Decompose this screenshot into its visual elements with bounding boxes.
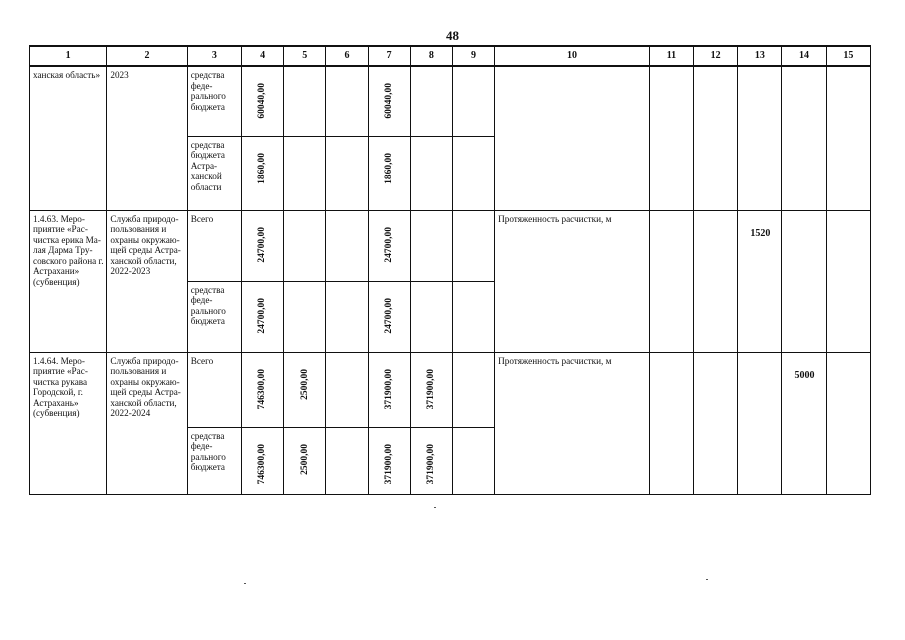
funding-source-cell: средства бюджета Астра-ханской области: [187, 136, 241, 210]
amount-value: 746300,00: [257, 368, 268, 409]
amount-cell: [410, 427, 452, 494]
amount-cell: [368, 66, 410, 136]
amount-cell: [241, 210, 283, 281]
amount-cell: [368, 136, 410, 210]
table-row: [30, 66, 871, 136]
executor-cell: Служба природо-пользования и охраны окружаю-щей среды Астра-ханской области, 2022-2024: [107, 352, 187, 494]
amount-value: 24700,00: [257, 297, 268, 334]
header-col-13: 13: [738, 46, 782, 66]
header-col-15: 15: [826, 46, 870, 66]
measure-name-cell: ханская область»: [30, 66, 107, 210]
executor-cell: Служба природо-пользования и охраны окружаю-щей среды Астра-ханской области, 2022-2023: [107, 210, 187, 352]
amount-value: 371900,00: [426, 368, 437, 409]
funding-source-cell: средства феде-рального бюджета: [187, 427, 241, 494]
amount-cell: [284, 427, 326, 494]
indicator-value: 1520: [738, 210, 782, 352]
amount-cell: [241, 136, 283, 210]
amount-value: 746300,00: [257, 443, 268, 484]
amount-cell: [368, 427, 410, 494]
amount-cell: [241, 427, 283, 494]
header-col-14: 14: [782, 46, 826, 66]
amount-value: 2500,00: [299, 443, 310, 475]
amount-value: 2500,00: [299, 368, 310, 400]
amount-value: 371900,00: [383, 368, 394, 409]
executor-cell: 2023: [107, 66, 187, 210]
header-col-9: 9: [452, 46, 494, 66]
amount-value: 60040,00: [383, 83, 394, 119]
amount-cell: [368, 352, 410, 427]
indicator-cell: Протяженность расчистки, м: [495, 210, 650, 352]
header-col-1: 1: [30, 46, 107, 66]
page-number: 48: [446, 28, 459, 43]
scan-speck: [434, 507, 436, 508]
measure-name-cell: 1.4.64. Меро-приятие «Рас-чистка рукава Городской, г. Астрахань» (субвенция): [30, 352, 107, 494]
header-col-6: 6: [326, 46, 368, 66]
funding-source-cell: средства феде-рального бюджета: [187, 281, 241, 352]
header-col-5: 5: [284, 46, 326, 66]
scan-speck: [244, 583, 246, 584]
header-row: [30, 46, 871, 66]
amount-cell: [368, 210, 410, 281]
amount-value: 60040,00: [257, 83, 268, 119]
amount-cell: [241, 352, 283, 427]
header-col-11: 11: [649, 46, 693, 66]
indicator-cell: Протяженность расчистки, м: [495, 352, 650, 494]
amount-cell: [368, 281, 410, 352]
amount-cell: [410, 352, 452, 427]
table-row: [30, 352, 871, 427]
header-col-8: 8: [410, 46, 452, 66]
scan-speck: [706, 579, 708, 580]
header-col-12: 12: [694, 46, 738, 66]
amount-value: 24700,00: [383, 297, 394, 334]
header-col-7: 7: [368, 46, 410, 66]
amount-cell: [284, 352, 326, 427]
measure-name-cell: 1.4.63. Меро-приятие «Рас-чистка ерика Ма-лая Дарма Тру-совского района г. Астрахани» (субвенция): [30, 210, 107, 352]
header-col-4: 4: [241, 46, 283, 66]
amount-value: 24700,00: [257, 226, 268, 263]
table-row: [30, 210, 871, 281]
header-col-2: 2: [107, 46, 187, 66]
budget-table: [29, 45, 871, 495]
indicator-value: 5000: [782, 352, 826, 494]
funding-source-cell: средства феде-рального бюджета: [187, 66, 241, 136]
amount-value: 371900,00: [426, 443, 437, 484]
amount-value: 371900,00: [383, 443, 394, 484]
funding-source-cell: Всего: [187, 210, 241, 281]
indicator-cell: [495, 66, 650, 210]
amount-cell: [241, 66, 283, 136]
amount-value: 1860,00: [257, 152, 268, 184]
amount-cell: [241, 281, 283, 352]
header-col-10: 10: [495, 46, 650, 66]
amount-value: 1860,00: [383, 152, 394, 184]
header-col-3: 3: [187, 46, 241, 66]
amount-value: 24700,00: [383, 226, 394, 263]
funding-source-cell: Всего: [187, 352, 241, 427]
